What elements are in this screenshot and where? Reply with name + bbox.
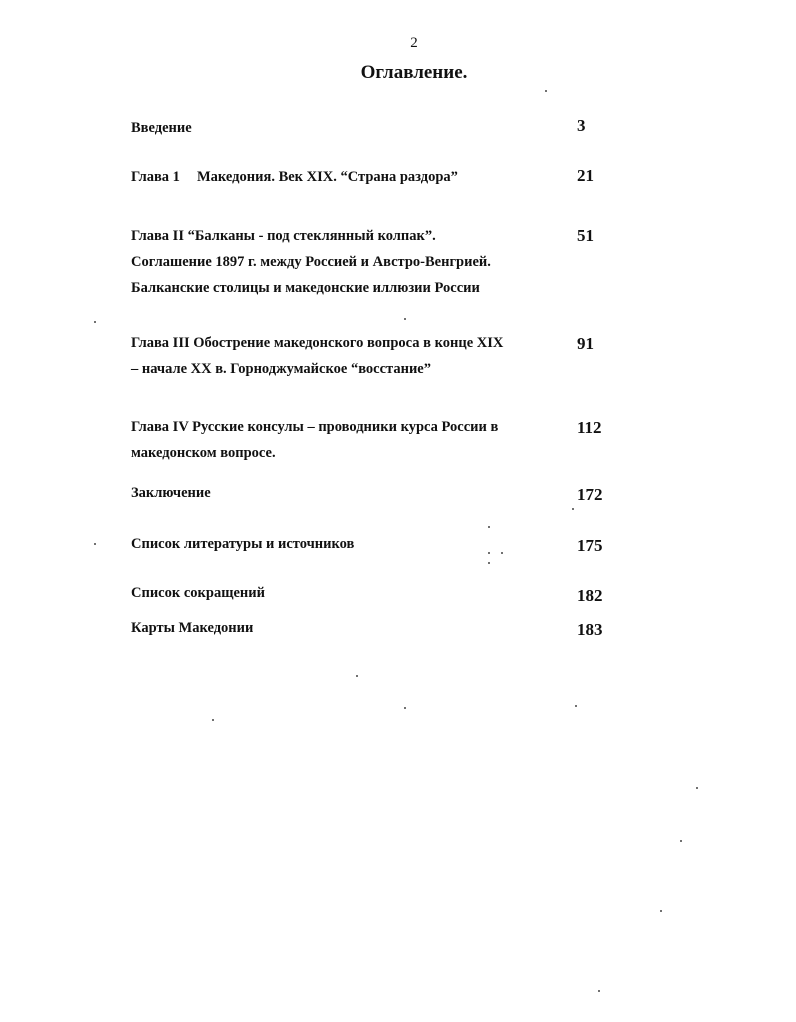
toc-entry-title: Карты Македонии: [131, 620, 254, 636]
scan-speck: [356, 675, 358, 677]
toc-entry-line: Глава IV Русские консулы – проводники курса России в: [131, 419, 499, 435]
toc-entry-maps: [131, 615, 551, 641]
toc-entry-line: Соглашение 1897 г. между Россией и Австро-Венгрией.: [131, 254, 491, 270]
scan-speck: [660, 910, 662, 912]
chapter-title: Македония. Век XIX. “Страна раздора”: [197, 169, 458, 185]
scan-speck: [575, 705, 577, 707]
toc-entry-intro: [131, 115, 551, 141]
toc-entry-line: македонском вопросе.: [131, 445, 276, 461]
scan-speck: [598, 990, 600, 992]
scan-speck: [212, 719, 214, 721]
toc-entry-title: Список литературы и источников: [131, 536, 355, 552]
toc-page-maps: 183: [577, 620, 603, 639]
toc-page-abbreviations: 182: [577, 586, 603, 605]
toc-page-literature: 175: [577, 536, 603, 555]
scan-speck: [488, 552, 490, 554]
toc-page-conclusion: 172: [577, 485, 603, 504]
toc-entry-chapter-1: [131, 164, 551, 190]
scan-speck: [696, 787, 698, 789]
toc-entry-title: Список сокращений: [131, 585, 265, 601]
scan-speck: [680, 840, 682, 842]
scan-speck: [545, 90, 547, 92]
toc-entry-line: Балканские столицы и македонские иллюзии России: [131, 280, 480, 296]
chapter-label: Глава 1: [131, 169, 180, 185]
page-title: Оглавление.: [360, 62, 468, 83]
toc-page-intro: 3: [577, 116, 586, 135]
toc-page-chapter-2: 51: [577, 226, 594, 245]
page-number: 2: [410, 35, 418, 51]
scan-speck: [404, 318, 406, 320]
toc-entry-chapter-2: [131, 223, 551, 301]
toc-entry-chapter-3: [131, 330, 551, 382]
scan-speck: [94, 321, 96, 323]
scan-speck: [94, 543, 96, 545]
toc-entry-line: Глава II “Балканы - под стеклянный колпак”.: [131, 228, 436, 244]
toc-page-chapter-3: 91: [577, 334, 594, 353]
scan-speck: [488, 526, 490, 528]
scan-speck: [572, 508, 574, 510]
toc-entry-chapter-4: [131, 414, 551, 466]
toc-entry-title: Заключение: [131, 485, 211, 501]
toc-page-chapter-1: 21: [577, 166, 594, 185]
scan-speck: [488, 562, 490, 564]
scan-speck: [404, 707, 406, 709]
toc-entry-line: – начале XX в. Горноджумайское “восстание”: [131, 361, 431, 377]
toc-entry-title: Введение: [131, 120, 192, 136]
toc-entry-line: [131, 164, 551, 190]
toc-page-chapter-4: 112: [577, 418, 602, 437]
toc-entry-line: Глава III Обострение македонского вопроса в конце XIX: [131, 335, 504, 351]
toc-entry-conclusion: [131, 480, 551, 506]
scan-speck: [501, 552, 503, 554]
toc-entry-abbreviations: [131, 580, 551, 606]
